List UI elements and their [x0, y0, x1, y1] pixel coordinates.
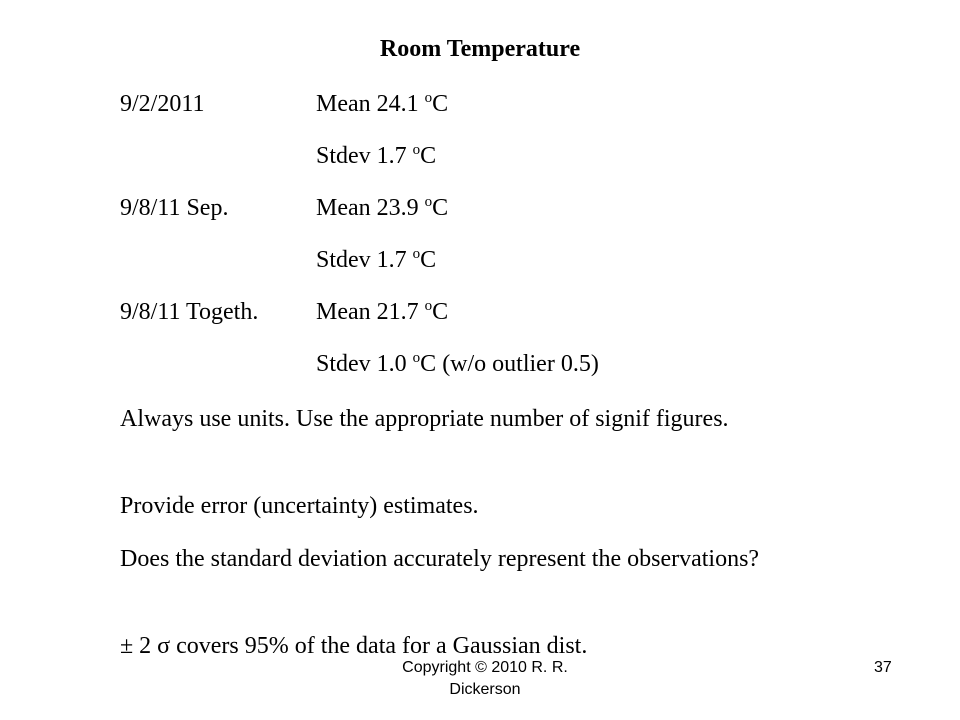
stdev-row-3: Stdev 1.0 $^o$C (w/o outlier 0.5) [316, 350, 599, 377]
note-question: Does the standard deviation accurately represent the observations? [120, 546, 760, 572]
note-gaussian: ± 2 σ covers 95% of the data for a Gaussian dist. [120, 633, 588, 659]
measurement-row-1 [120, 88, 448, 120]
date-label: 9/2/2011 [120, 91, 205, 117]
stdev-row-2: Stdev 1.7 $^o$C [316, 246, 437, 273]
note-error: Provide error (uncertainty) estimates. [120, 493, 479, 519]
mean-value: Mean 24.1 $^o$C [316, 90, 449, 117]
page-number: 37 [874, 659, 892, 676]
mean-value: Mean 23.9 $^o$C [316, 194, 449, 221]
stdev-row-1: Stdev 1.7 $^o$C [316, 142, 437, 169]
slide-title: Room Temperature [379, 36, 581, 62]
measurement-row-3 [120, 296, 448, 328]
note-units: Always use units. Use the appropriate number of signif figures. [120, 406, 729, 432]
copyright-footer: Copyright © 2010 R. R. Dickerson [402, 659, 568, 698]
mean-value: Mean 21.7 $^o$C [316, 298, 449, 325]
date-label: 9/8/11 Togeth. [120, 299, 259, 325]
date-label: 9/8/11 Sep. [120, 195, 229, 221]
measurement-row-2 [120, 192, 448, 224]
